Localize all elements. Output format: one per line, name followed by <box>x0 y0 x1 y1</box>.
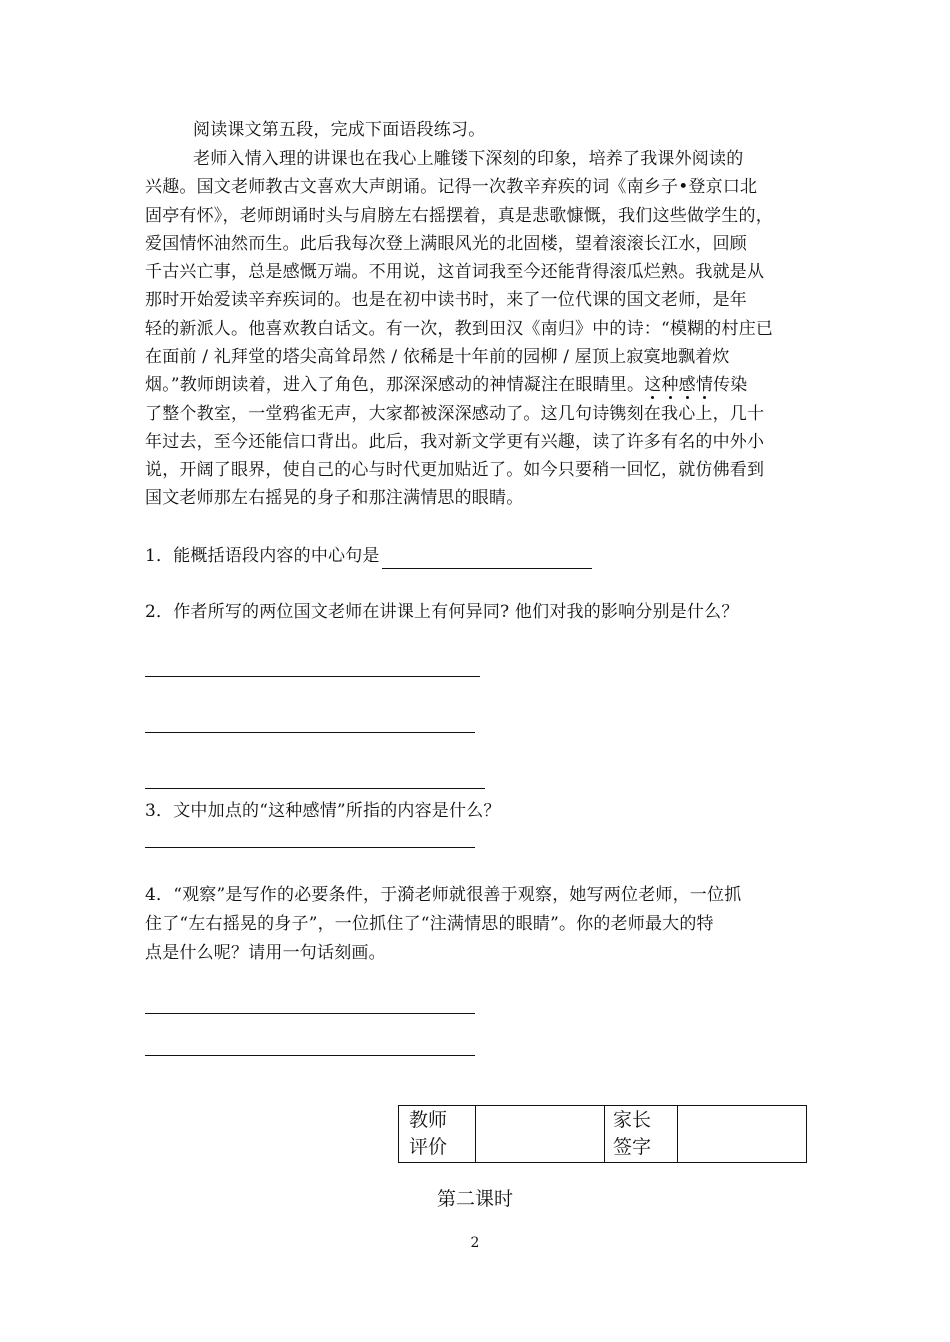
paragraph-line: 国文老师那左右摇晃的身子和那注满情思的眼睛。 <box>145 488 524 508</box>
question-1 <box>145 543 592 569</box>
teacher-eval-cell[interactable] <box>476 1106 605 1163</box>
emphasis-char: 种 <box>661 375 679 395</box>
question-2: 2．作者所写的两位国文老师在讲课上有何异同? 他们对我的影响分别是什么？ <box>145 602 739 622</box>
answer-line[interactable] <box>145 788 485 789</box>
parent-sign-label: 家长 签字 <box>605 1106 678 1163</box>
teacher-eval-label: 教师 评价 <box>399 1106 476 1163</box>
paragraph-line: 爱国情怀油然而生。此后我每次登上满眼风光的北固楼，望着滚滚长江水，回顾 <box>145 234 747 254</box>
paragraph-line: 在面前 / 礼拜堂的塔尖高耸昂然 / 依稀是十年前的园柳 / 屋顶上寂寞地飘着炊 <box>145 347 730 367</box>
page-number: 2 <box>470 1235 480 1251</box>
paragraph-line: 固亭有怀》，老师朗诵时头与肩膀左右摇摆着，真是悲歌慷慨，我们这些做学生的， <box>145 206 773 226</box>
paragraph-line: 千古兴亡事，总是感慨万端。不用说，这首词我至今还能背得滚瓜烂熟。我就是从 <box>145 262 765 282</box>
paragraph-line: 年过去，至今还能信口背出。此后，我对新文学更有兴趣，读了许多有名的中外小 <box>145 432 765 452</box>
answer-line[interactable] <box>145 847 475 848</box>
line9-before: 烟。”教师朗读着，进入了角色，那深深感动的神情凝注在眼睛里。 <box>145 375 645 395</box>
emphasis-char: 情 <box>695 375 714 395</box>
emphasis-char: 感 <box>678 375 696 395</box>
paragraph-line: 说，开阔了眼界，使自己的心与时代更加贴近了。如今只要稍一回忆，就仿佛看到 <box>145 460 765 480</box>
evaluation-table <box>398 1105 807 1163</box>
question-1-text: 1．能概括语段内容的中心句是 <box>145 546 380 566</box>
question-4-line: 住了“左右摇晃的身子”，一位抓住了“注满情思的眼睛”。你的老师最大的特 <box>145 914 714 934</box>
paragraph-line: 老师入情入理的讲课也在我心上雕镂下深刻的印象，培养了我课外阅读的 <box>193 149 744 169</box>
paragraph-line-emphasis <box>145 372 747 398</box>
answer-line[interactable] <box>145 676 480 677</box>
parent-sign-cell[interactable] <box>678 1106 807 1163</box>
answer-line[interactable] <box>145 1013 475 1014</box>
answer-blank[interactable] <box>382 550 592 569</box>
paragraph-line: 轻的新派人。他喜欢教白话文。有一次，教到田汉《南归》中的诗：“模糊的村庄已 <box>145 319 774 339</box>
paragraph-line: 了整个教室，一堂鸦雀无声，大家都被深深感动了。这几句诗镌刻在我心上，几十 <box>145 404 765 424</box>
instruction: 阅读课文第五段，完成下面语段练习。 <box>193 120 486 140</box>
question-3: 3．文中加点的“这种感情”所指的内容是什么？ <box>145 801 501 821</box>
paragraph-line: 那时开始爱读辛弃疾词的。也是在初中读书时，来了一位代课的国文老师，是年 <box>145 290 747 310</box>
answer-line[interactable] <box>145 1055 475 1056</box>
section-title: 第二课时 <box>436 1188 513 1210</box>
emphasis-char: 这 <box>644 375 662 395</box>
question-4-line: 点是什么呢？请用一句话刻画。 <box>145 943 386 963</box>
paragraph-line: 兴趣。国文老师教古文喜欢大声朗诵。记得一次教辛弃疾的词《南乡子•登京口北 <box>145 177 758 197</box>
answer-line[interactable] <box>145 732 475 733</box>
question-4-line: 4．“观察”是写作的必要条件，于漪老师就很善于观察，她写两位老师，一位抓 <box>145 885 742 905</box>
line9-after: 传染 <box>713 375 748 395</box>
